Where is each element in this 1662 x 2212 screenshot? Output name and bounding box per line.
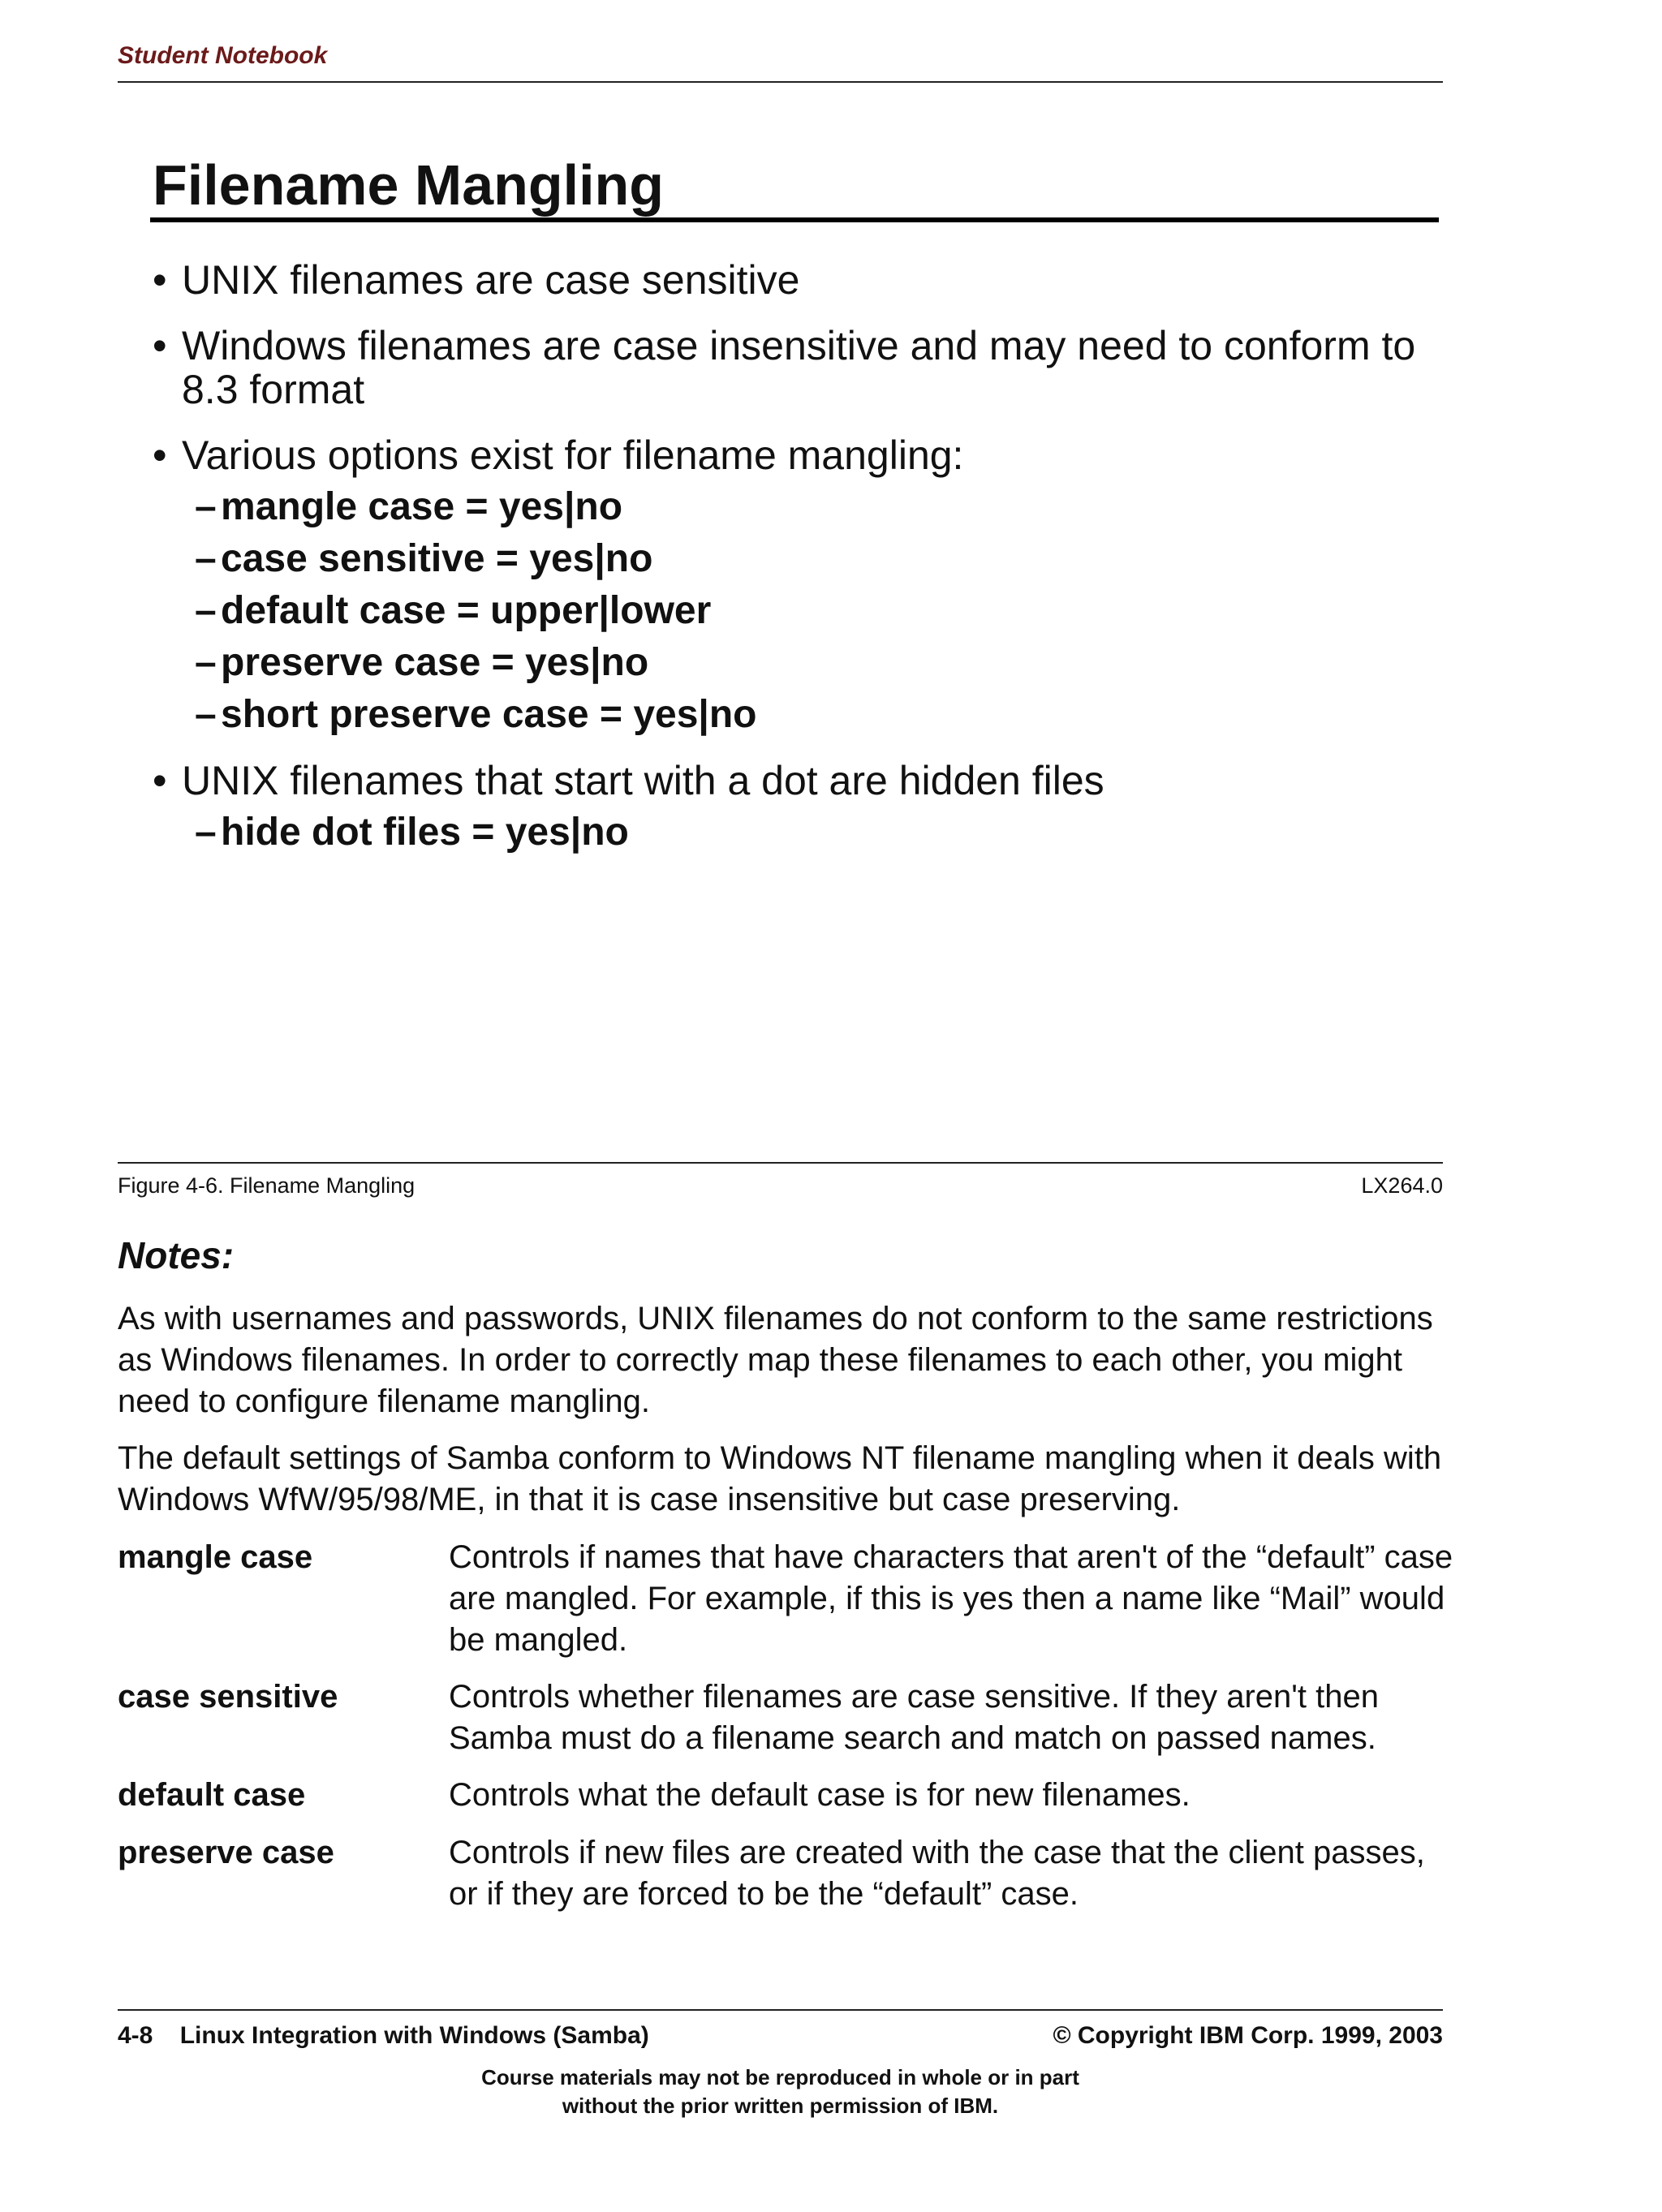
sub-item bbox=[182, 589, 1419, 633]
notes-paragraph: As with usernames and passwords, UNIX filenames do not conform to the same restrictions as Windows filenames. In order to correctly map these filenames to each other, you might need to configure filename mangling. bbox=[118, 1301, 1433, 1419]
course-title: Linux Integration with Windows (Samba) bbox=[179, 2022, 649, 2049]
term-name: case sensitive bbox=[118, 1679, 338, 1715]
sub-item bbox=[182, 485, 1419, 529]
dash-mark: – bbox=[195, 485, 217, 528]
header-rule bbox=[118, 81, 1443, 83]
sub-text: short preserve case = yes|no bbox=[221, 693, 757, 736]
slide-title: Filename Mangling bbox=[153, 153, 665, 217]
dash-mark: – bbox=[195, 589, 217, 632]
bullet-dot: • bbox=[153, 257, 167, 303]
dash-mark: – bbox=[195, 693, 217, 736]
title-underline bbox=[150, 217, 1439, 222]
bullet-text: UNIX filenames that start with a dot are hidden files bbox=[182, 758, 1104, 803]
notes-paragraph: The default settings of Samba conform to Windows NT filename mangling when it deals with Windows WfW/95/98/ME, in that it is case insensitive but case preserving. bbox=[118, 1440, 1442, 1517]
sub-list bbox=[182, 811, 1419, 854]
figure-caption: Figure 4-6. Filename Mangling bbox=[118, 1173, 416, 1198]
bullet-item bbox=[153, 759, 1419, 854]
term-definition: Controls what the default case is for new filenames. bbox=[449, 1777, 1191, 1813]
bullet-text: Various options exist for filename mangling: bbox=[182, 433, 964, 478]
bullet-list bbox=[153, 258, 1419, 876]
bullet-dot: • bbox=[153, 433, 167, 478]
footer-notice-line: Course materials may not be reproduced in whole or in part bbox=[481, 2065, 1079, 2089]
dash-mark: – bbox=[195, 641, 217, 684]
figure-rule bbox=[118, 1162, 1443, 1164]
term-definition: Controls if new files are created with the case that the client passes, or if they are forced to be the “default” case. bbox=[449, 1835, 1425, 1912]
footer-copyright: © Copyright IBM Corp. 1999, 2003 bbox=[1053, 2022, 1443, 2049]
bullet-text: Windows filenames are case insensitive and may need to conform to 8.3 format bbox=[182, 323, 1416, 412]
bullet-item bbox=[153, 324, 1419, 411]
sub-item bbox=[182, 537, 1419, 581]
header-label: Student Notebook bbox=[118, 42, 328, 69]
sub-item bbox=[182, 641, 1419, 685]
term-name: mangle case bbox=[118, 1539, 313, 1575]
bullet-text: UNIX filenames are case sensitive bbox=[182, 257, 800, 303]
term-definition: Controls if names that have characters that aren't of the “default” case are mangled. For example, if this is yes then a name like “Mail” would be mangled. bbox=[449, 1539, 1453, 1658]
bullet-dot: • bbox=[153, 323, 167, 368]
sub-text: default case = upper|lower bbox=[221, 589, 712, 632]
bullet-item bbox=[153, 433, 1419, 737]
sub-list bbox=[182, 485, 1419, 737]
dash-mark: – bbox=[195, 537, 217, 580]
sub-text: mangle case = yes|no bbox=[221, 485, 623, 528]
footer-page-info bbox=[118, 2022, 649, 2050]
figure-code: LX264.0 bbox=[1361, 1173, 1443, 1198]
sub-item bbox=[182, 693, 1419, 737]
bullet-item bbox=[153, 258, 1419, 302]
term-name: default case bbox=[118, 1777, 306, 1813]
bullet-dot: • bbox=[153, 758, 167, 803]
page-number: 4-8 bbox=[118, 2022, 153, 2049]
sub-text: case sensitive = yes|no bbox=[221, 537, 653, 580]
footer-notice-line: without the prior written permission of IBM. bbox=[562, 2094, 999, 2118]
footer-rule bbox=[118, 2009, 1443, 2011]
notes-heading: Notes: bbox=[118, 1234, 235, 1276]
sub-item bbox=[182, 811, 1419, 854]
sub-text: hide dot files = yes|no bbox=[221, 811, 629, 854]
dash-mark: – bbox=[195, 811, 217, 854]
sub-text: preserve case = yes|no bbox=[221, 641, 649, 684]
term-definition: Controls whether filenames are case sensitive. If they aren't then Samba must do a filename search and match on passed names. bbox=[449, 1679, 1379, 1756]
term-name: preserve case bbox=[118, 1835, 334, 1870]
